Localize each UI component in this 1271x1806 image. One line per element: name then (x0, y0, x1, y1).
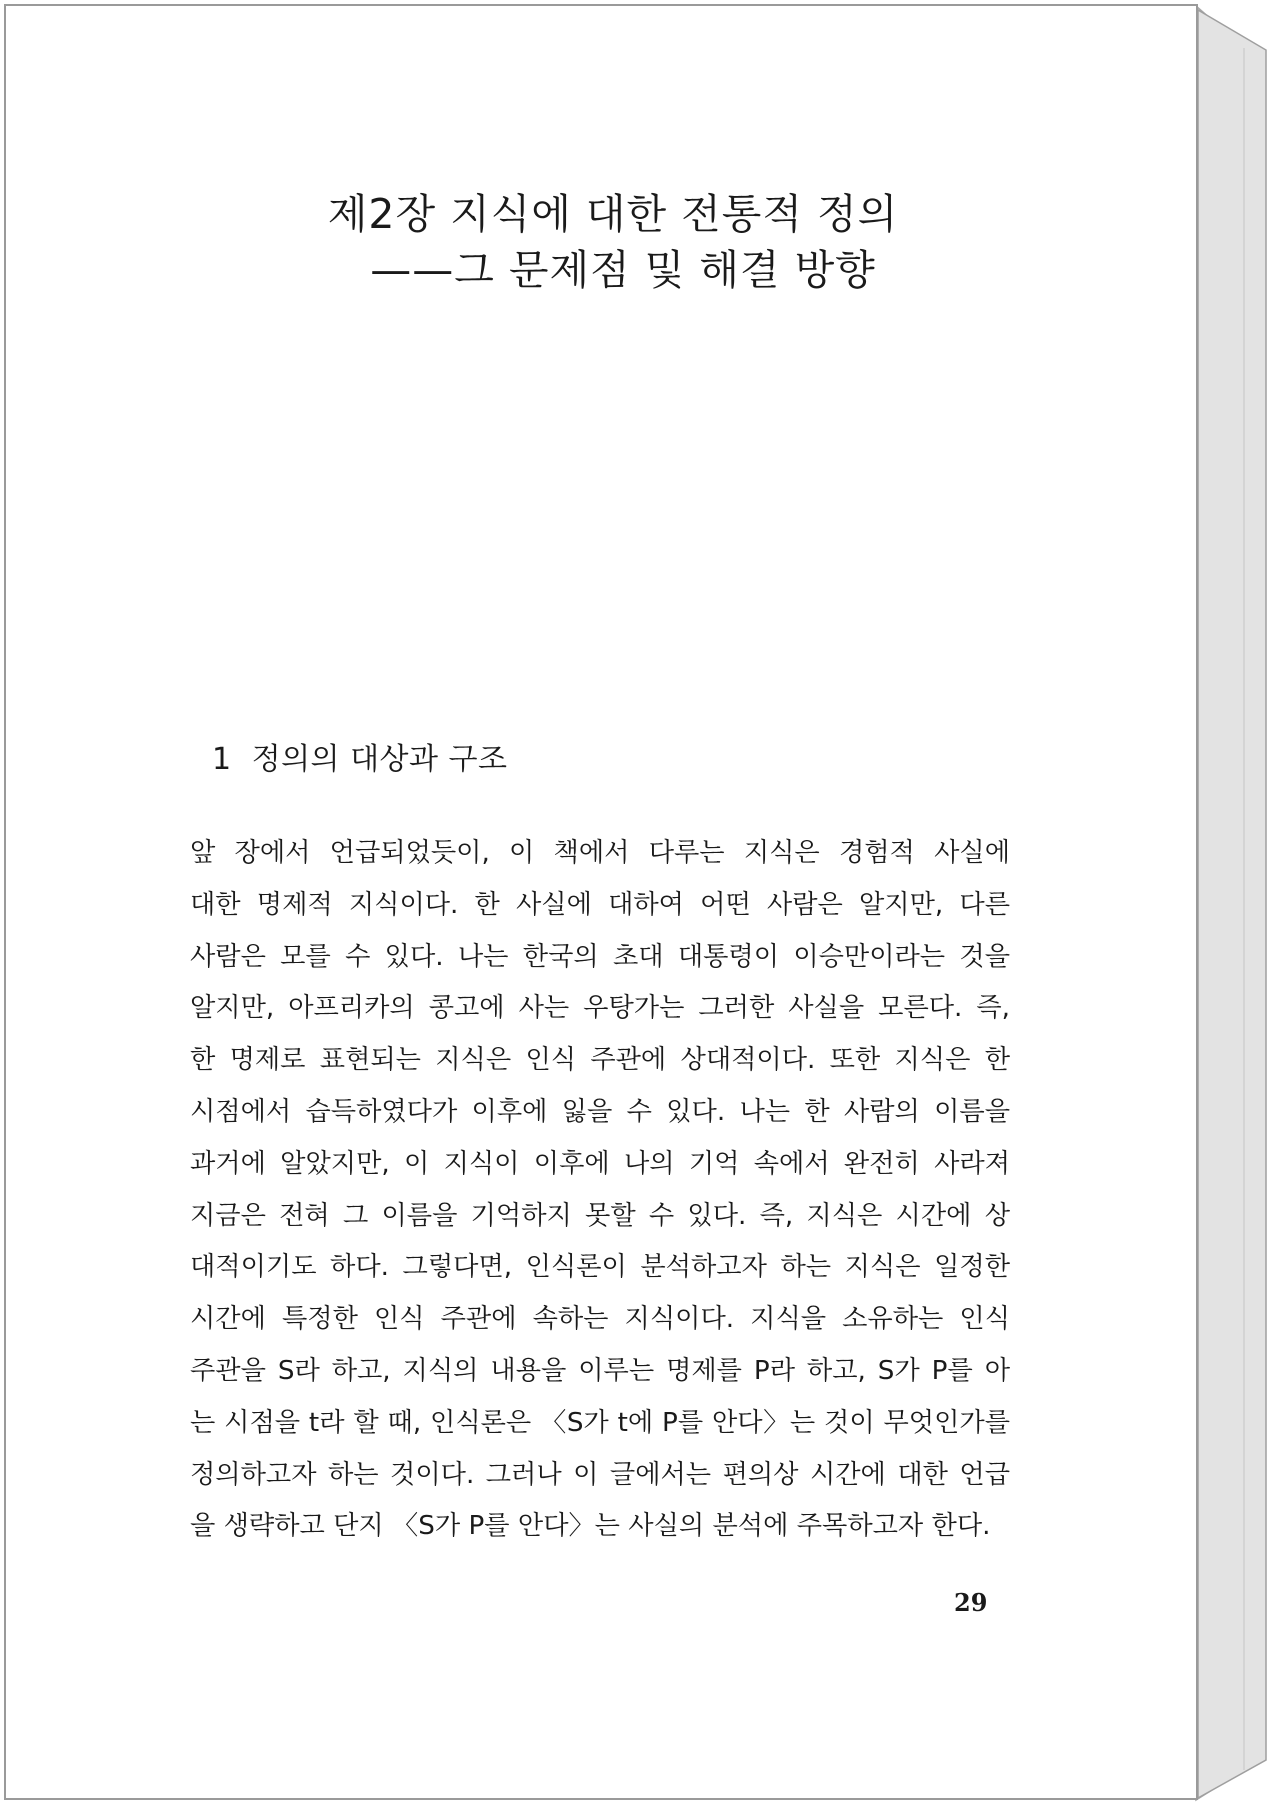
body-line: 지금은 전혀 그 이름을 기억하지 못할 수 있다. 즉, 지식은 시간에 상 (190, 1200, 1010, 1231)
body-line: 는 시점을 t라 할 때, 인식론은 〈S가 t에 P를 안다〉는 것이 무엇인가를 (190, 1407, 1010, 1438)
page-number: 29 (954, 1588, 988, 1617)
body-line: 시간에 특정한 인식 주관에 속하는 지식이다. 지식을 소유하는 인식 (190, 1304, 1010, 1335)
section-title: 정의의 대상과 구조 (251, 742, 508, 777)
body-line: 정의하고자 하는 것이다. 그러나 이 글에서는 편의상 시간에 대한 언급 (190, 1459, 1010, 1490)
body-line: 대적이기도 하다. 그렇다면, 인식론이 분석하고자 하는 지식은 일정한 (190, 1252, 1010, 1283)
section-number: 1 (212, 742, 232, 777)
body-line: 주관을 S라 하고, 지식의 내용을 이루는 명제를 P라 하고, S가 P를 아 (190, 1355, 1010, 1386)
chapter-subtitle: ——그 문제점 및 해결 방향 (370, 246, 876, 294)
body-line: 한 명제로 표현되는 지식은 인식 주관에 상대적이다. 또한 지식은 한 (190, 1045, 1010, 1076)
chapter-heading (6, 186, 1200, 298)
body-line: 사람은 모를 수 있다. 나는 한국의 초대 대통령이 이승만이라는 것을 (190, 941, 1010, 972)
body-line: 과거에 알았지만, 이 지식이 이후에 나의 기억 속에서 완전히 사라져 (190, 1148, 1010, 1179)
body-line: 시점에서 습득하였다가 이후에 잃을 수 있다. 나는 한 사람의 이름을 (190, 1096, 1010, 1127)
body-paragraph (190, 828, 1010, 1553)
book-side-face (1198, 10, 1266, 1798)
chapter-title: 제2장 지식에 대한 전통적 정의 (327, 190, 899, 238)
body-line: 앞 장에서 언급되었듯이, 이 책에서 다루는 지식은 경험적 사실에 (190, 838, 1010, 868)
body-line: 대한 명제적 지식이다. 한 사실에 대하여 어떤 사람은 알지만, 다른 (190, 889, 1010, 920)
section-heading (212, 734, 508, 778)
body-line: 을 생략하고 단지 〈S가 P를 안다〉는 사실의 분석에 주목하고자 한다. (190, 1511, 991, 1542)
body-line: 알지만, 아프리카의 콩고에 사는 우탕가는 그러한 사실을 모른다. 즉, (190, 993, 1010, 1024)
book-page (4, 4, 1198, 1800)
